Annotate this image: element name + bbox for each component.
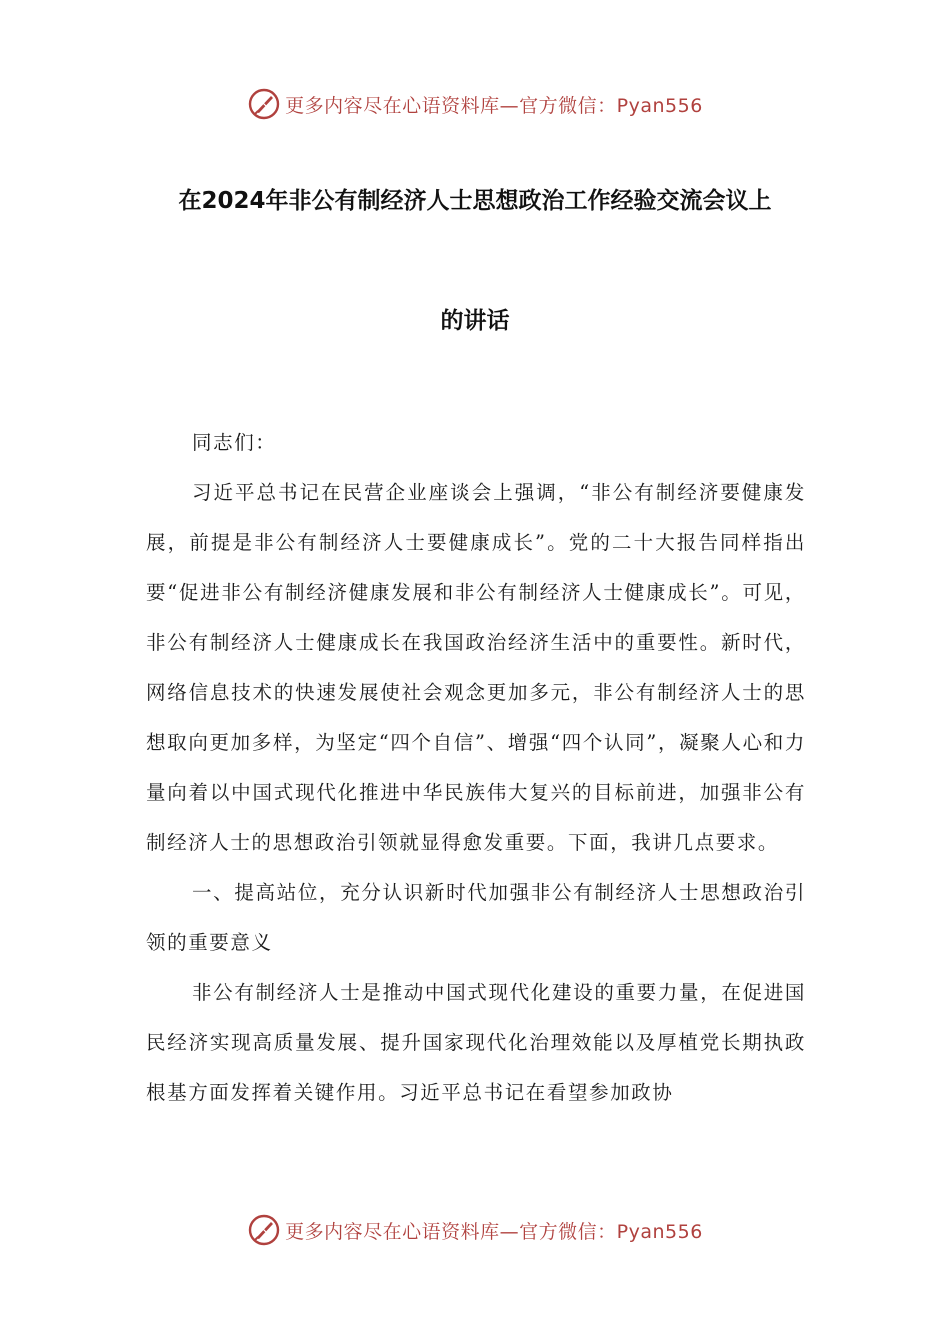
quill-logo-icon xyxy=(247,87,281,121)
paragraph: 非公有制经济人士是推动中国式现代化建设的重要力量，在促进国民经济实现高质量发展、提升国家现代化治理效能以及厚植党长期执政根基方面发挥着关键作用。习近平总书记在看望参加政协 xyxy=(146,981,806,1104)
section-heading: 一、提高站位，充分认识新时代加强非公有制经济人士思想政治引领的重要意义 xyxy=(146,881,806,954)
footer-banner xyxy=(0,1210,950,1250)
document-title-line-1: 在2024年非公有制经济人士思想政治工作经验交流会议上 xyxy=(178,188,772,214)
banner-wechat-text: —官方微信：Pyan556 xyxy=(499,1220,703,1243)
paragraph: 习近平总书记在民营企业座谈会上强调，“非公有制经济要健康发展，前提是非公有制经济人士要健康成长”。党的二十大报告同样指出要“促进非公有制经济健康发展和非公有制经济人士健康成长”。可见，非公有制经济人士健康成长在我国政治经济生活中的重要性。新时代，网络信息技术的快速发展使社会观念更加多元，非公有制经济人士的思想取向更加多样，为坚定“四个自信”、增强“四个认同”，凝聚人心和力量向着以中国式现代化推进中华民族伟大复兴的目标前进，加强非公有制经济人士的思想政治引领就显得愈发重要。下面，我讲几点要求。 xyxy=(146,481,806,854)
document-body xyxy=(146,418,806,1118)
header-banner xyxy=(0,84,950,124)
quill-logo-icon xyxy=(247,1213,281,1247)
salutation: 同志们： xyxy=(192,431,277,454)
banner-site-text: 更多内容尽在心语资料库 xyxy=(285,94,500,117)
banner-site-text: 更多内容尽在心语资料库 xyxy=(285,1220,500,1243)
banner-wechat-text: —官方微信：Pyan556 xyxy=(499,94,703,117)
document-title-line-2: 的讲话 xyxy=(440,308,510,334)
